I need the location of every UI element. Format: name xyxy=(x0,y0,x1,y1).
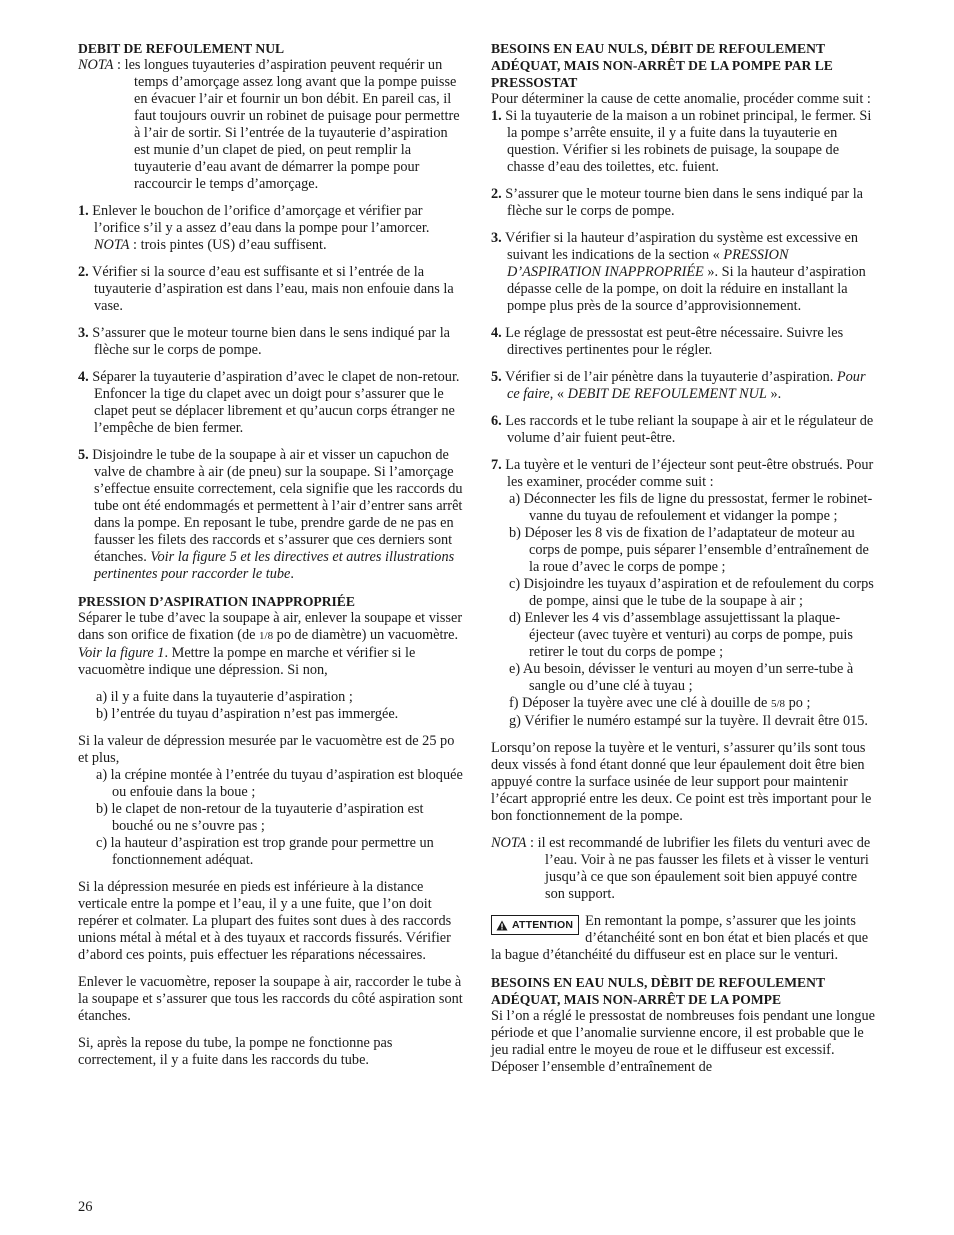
nota-lubricate xyxy=(491,835,879,903)
step-number: 2. xyxy=(78,264,89,280)
step-text: S’assurer que le moteur tourne bien dans le sens indiqué par la flèche sur le corps de pompe. xyxy=(88,325,451,358)
figure-reference: Voir la figure 1 xyxy=(78,645,165,661)
step-number: 7. xyxy=(491,457,502,473)
text: po ; xyxy=(785,695,811,711)
list-causes-no-vacuum xyxy=(78,689,464,723)
nota-label: NOTA xyxy=(78,57,114,73)
step-5 xyxy=(491,369,879,403)
section-reference: PRESSION D’ASPIRATION INAPPROPRIÉE xyxy=(507,247,789,280)
punctuation: . xyxy=(290,566,294,582)
step-2 xyxy=(78,264,464,315)
nota-long-suction xyxy=(78,57,464,193)
step-6 xyxy=(491,413,879,447)
list-item: a) la crépine montée à l’entrée du tuyau d’aspiration est bloquée ou enfouie dans la boue ; xyxy=(96,767,463,800)
step-number: 5. xyxy=(491,369,502,385)
section-heading-non-arret-pressostat: BESOINS EN EAU NULS, DÉBIT DE REFOULEMENT ADÉQUAT, MAIS NON-ARRÊT DE LA POMPE PAR LE PRESSOSTAT xyxy=(491,41,833,90)
paragraph-vacuometre xyxy=(78,610,464,679)
step-number: 3. xyxy=(78,325,89,341)
fraction: 1/8 xyxy=(259,630,274,642)
text: po de diamètre) un vacuomètre. xyxy=(273,627,459,643)
text: Séparer le tube d’avec la soupape à air, enlever la soupape et visser dans son orifice de fixation (de xyxy=(78,610,463,643)
paragraph-25po: Si la valeur de dépression mesurée par le vacuomètre est de 25 po et plus, xyxy=(78,733,455,766)
step-text: Vérifier si de l’air pénètre dans la tuyauterie d’aspiration. xyxy=(501,369,837,385)
step-number: 4. xyxy=(78,369,89,385)
figure-reference: Voir la figure 5 et les directives et autres illustrations pertinentes pour raccorder le tube xyxy=(94,549,455,582)
text: f) Déposer la tuyère avec une clé à douille de xyxy=(509,695,771,711)
step-3 xyxy=(78,325,464,359)
step-text: ». xyxy=(766,386,782,402)
paragraph-reassembly: Lorsqu’on repose la tuyère et le venturi, s’assurer qu’ils sont tous deux vissés à fond étant donné que leur épaulement doit être bien appuyé contre la surface usinée de leur support pour maintenir l’écart approprié entre les deux. Ce point est très important pour le bon fonctionnement de la pompe. xyxy=(491,740,872,824)
step-number: 6. xyxy=(491,413,502,429)
text: . Mettre la pompe en marche et vérifier si le vacuomètre indique une dépression. Si non, xyxy=(78,645,416,678)
sublist-item-f xyxy=(491,695,879,713)
step-number: 3. xyxy=(491,230,502,246)
sublist-item: d) Enlever les 4 vis d’assemblage assujettissant la plaque-éjecteur (avec tuyère et venturi) au corps de pompe, puis retirer le tout du corps de pompe ; xyxy=(509,610,853,660)
nota-text: : les longues tuyauteries d’aspiration peuvent requérir un temps d’amorçage assez long avant que la pompe puisse en évacuer l’air et fournir un bon débit. En pareil cas, il faut toujours ouvrir un robinet de puisage pour permettre à l’air de sortir. Si l’entrée de la tuyauterie d’aspiration est munie d’un clapet de pied, on peut remplir la tuyauterie d’eau avant de démarrer la pompe pour raccourcir le temps d’amorçage. xyxy=(113,57,460,192)
step-text: S’assurer que le moteur tourne bien dans le sens indiqué par la flèche sur le corps de pompe. xyxy=(501,186,864,219)
step-text: Vérifier si la hauteur d’aspiration du système est excessive en suivant les indications de la section « xyxy=(501,230,858,263)
list-item: a) il y a fuite dans la tuyauterie d’aspiration ; xyxy=(96,689,353,705)
list-causes-high-vacuum xyxy=(78,767,464,869)
step-text: ». Si la hauteur d’aspiration dépasse celle de la pompe, on doit la réduire en installant la pompe plus près de la source d’approvisionnement. xyxy=(507,264,866,314)
list-item: b) l’entrée du tuyau d’aspiration n’est pas immergée. xyxy=(96,706,399,722)
step-text: La tuyère et le venturi de l’éjecteur sont peut-être obstrués. Pour les examiner, procéder comme suit : xyxy=(501,457,874,490)
step-text: , « xyxy=(549,386,568,402)
italic-text: Pour ce faire xyxy=(507,369,866,402)
paragraph-reinstall: Enlever le vacuomètre, reposer la soupape à air, raccorder le tube à la soupape et s’assurer que tous les raccords du côté aspiration sont étanches. xyxy=(78,974,463,1024)
step-2 xyxy=(491,186,879,220)
step-5 xyxy=(78,447,464,583)
attention-notice xyxy=(491,913,879,964)
warning-triangle-icon xyxy=(496,920,508,931)
sublist-item: a) Déconnecter les fils de ligne du pressostat, fermer le robinet-vanne du tuyau de refoulement et vidanger la pompe ; xyxy=(509,491,873,524)
step-text: Vérifier si la source d’eau est suffisante et si l’entrée de la tuyauterie d’aspiration est dans l’eau, mais non enfouie dans la vase. xyxy=(88,264,454,314)
step-text: Le réglage de pressostat est peut-être nécessaire. Suivre les directives pertinentes pour le régler. xyxy=(501,325,844,358)
step-4 xyxy=(78,369,464,437)
step-7 xyxy=(491,457,879,491)
sublist-item: e) Au besoin, dévisser le venturi au moyen d’un serre-tube à sangle ou d’une clé à tuyau ; xyxy=(509,661,854,694)
paragraph-radial-play: Si l’on a réglé le pressostat de nombreuses fois pendant une longue période et que l’anomalie survienne encore, il est probable que le jeu radial entre le moyeu de roue et le diffuseur est excessif. Déposer l’ensemble d’entraînement de xyxy=(491,1008,875,1075)
step-4 xyxy=(491,325,879,359)
step-number: 5. xyxy=(78,447,89,463)
nota-text: : trois pintes (US) d’eau suffisent. xyxy=(129,237,327,253)
sublist-item: c) Disjoindre les tuyaux d’aspiration et de refoulement du corps de pompe, ainsi que le tube de la soupape à air ; xyxy=(509,576,874,609)
section-heading-pression: PRESSION D’ASPIRATION INAPPROPRIÉE xyxy=(78,594,355,609)
attention-badge xyxy=(491,915,579,935)
attention-label: ATTENTION xyxy=(512,918,574,931)
attention-text: En remontant la pompe, s’assurer que les joints d’étanchéité sont en bon état et bien placés et que la bague d’étanchéité du diffuseur est en place sur le venturi. xyxy=(491,913,869,963)
nota-text: : il est recommandé de lubrifier les filets du venturi avec de l’eau. Voir à ne pas fausser les filets et à visser le venturi jusqu’à ce que son épaulement soit bien appuyé contre son support. xyxy=(526,835,871,902)
step-text: Les raccords et le tube reliant la soupape à air et le régulateur de volume d’air fuient peut-être. xyxy=(501,413,874,446)
section-reference: DEBIT DE REFOULEMENT NUL xyxy=(567,386,767,402)
intro-paragraph: Pour déterminer la cause de cette anomalie, procéder comme suit : xyxy=(491,91,871,107)
list-item: b) le clapet de non-retour de la tuyauterie d’aspiration est bouché ou ne s’ouvre pas ; xyxy=(96,801,424,834)
step-number: 4. xyxy=(491,325,502,341)
page-number: 26 xyxy=(78,1199,93,1215)
step-text: Séparer la tuyauterie d’aspiration d’avec le clapet de non-retour. Enfoncer la tige du clapet avec un doigt pour s’assurer que le clapet peut se déplacer librement et qu’aucun corps étranger ne l’empêche de bien fermer. xyxy=(88,369,460,436)
step-text: Enlever le bouchon de l’orifice d’amorçage et vérifier par l’orifice s’il y a assez d’eau dans la pompe pour l’amorcer. xyxy=(88,203,430,236)
list-item: c) la hauteur d’aspiration est trop grande pour permettre un fonctionnement adéquat. xyxy=(96,835,434,868)
sublist-item: b) Déposer les 8 vis de fixation de l’adaptateur de moteur au corps de pompe, puis séparer l’ensemble d’entraînement de la roue d’avec le corps de pompe ; xyxy=(509,525,869,575)
left-column xyxy=(78,40,464,1079)
step-text: Disjoindre le tube de la soupape à air et visser un capuchon de valve de chambre à air (de pneu) sur la soupape. Si l’amorçage s’effectue ensuite correctement, cela signifie que les raccords du tube ont été endommagés et permettent à l’air d’entrer sans arrêt dans la pompe. En reposant le tube, prendre garde de ne pas en fausser les filets des raccords et s’assurer que ces derniers sont étanches. xyxy=(88,447,463,565)
section-heading-debit-nul: DEBIT DE REFOULEMENT NUL xyxy=(78,41,285,56)
step-7-sublist xyxy=(491,491,879,695)
step-number: 1. xyxy=(491,108,502,124)
paragraph-tube-leak: Si, après la repose du tube, la pompe ne fonctionne pas correctement, il y a fuite dans les raccords du tube. xyxy=(78,1035,393,1068)
step-1 xyxy=(491,108,879,176)
section-heading-non-arret: BESOINS EN EAU NULS, DÈBIT DE REFOULEMENT ADÉQUAT, MAIS NON-ARRÊT DE LA POMPE xyxy=(491,975,825,1007)
fraction: 5/8 xyxy=(770,698,786,710)
paragraph-leak: Si la dépression mesurée en pieds est inférieure à la distance verticale entre la pompe et l’eau, il y a une fuite, que l’on doit repérer et colmater. La plupart des fuites sont dues à des raccords unions métal à métal et à des tuyaux et raccords fissurés. Vérifier d’abord ces points, puis effectuer les réparations nécessaires. xyxy=(78,879,452,963)
step-1 xyxy=(78,203,464,254)
nota-label: NOTA xyxy=(491,835,527,851)
step-number: 1. xyxy=(78,203,89,219)
nota-label: NOTA xyxy=(94,237,130,253)
step-text: Si la tuyauterie de la maison a un robinet principal, le fermer. Si la pompe s’arrête ensuite, il y a fuite dans la tuyauterie en question. Vérifier si les robinets de puisage, la soupape de chasse d’eau des toilettes, etc. fuient. xyxy=(501,108,872,175)
sublist-item-g: g) Vérifier le numéro estampé sur la tuyère. Il devrait être 015. xyxy=(509,713,868,729)
right-column xyxy=(491,40,879,1086)
step-3 xyxy=(491,230,879,315)
step-number: 2. xyxy=(491,186,502,202)
